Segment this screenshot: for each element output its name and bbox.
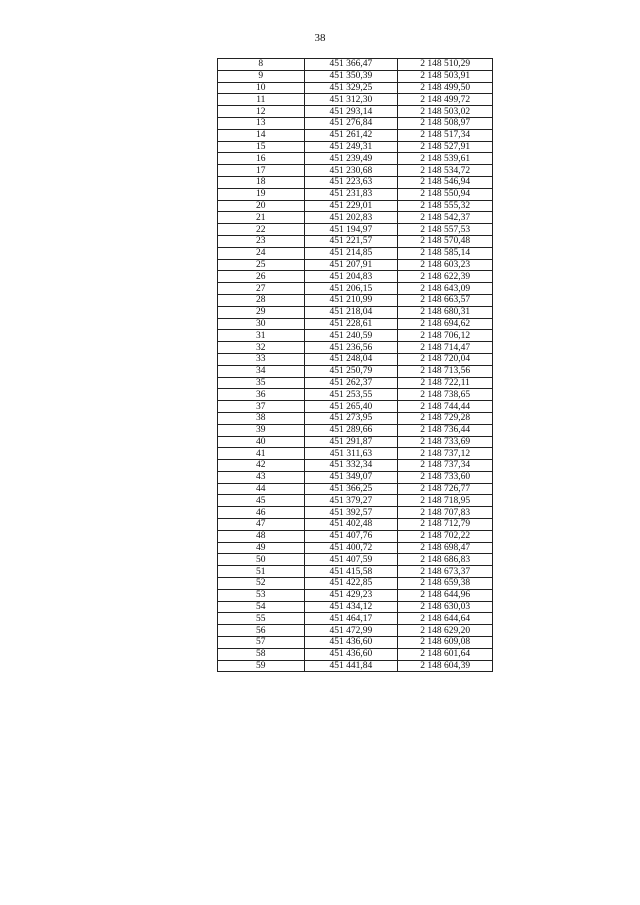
point-number-cell: 31 [218, 330, 305, 342]
x-coordinate-cell: 451 194,97 [304, 224, 398, 236]
point-number-cell: 37 [218, 401, 305, 413]
x-coordinate-cell: 451 291,87 [304, 436, 398, 448]
point-number-cell: 53 [218, 589, 305, 601]
y-coordinate-cell: 2 148 720,04 [398, 353, 493, 365]
table-row [218, 471, 493, 483]
x-coordinate-cell: 451 407,76 [304, 530, 398, 542]
y-coordinate-cell: 2 148 694,62 [398, 318, 493, 330]
x-coordinate-cell: 451 436,60 [304, 648, 398, 660]
point-number-cell: 15 [218, 141, 305, 153]
point-number-cell: 49 [218, 542, 305, 554]
point-number-cell: 12 [218, 106, 305, 118]
table-row [218, 306, 493, 318]
x-coordinate-cell: 451 402,48 [304, 519, 398, 531]
x-coordinate-cell: 451 207,91 [304, 259, 398, 271]
x-coordinate-cell: 451 265,40 [304, 401, 398, 413]
point-number-cell: 8 [218, 59, 305, 71]
y-coordinate-cell: 2 148 622,39 [398, 271, 493, 283]
point-number-cell: 54 [218, 601, 305, 613]
table-row [218, 519, 493, 531]
table-row [218, 460, 493, 472]
point-number-cell: 36 [218, 389, 305, 401]
table-row [218, 212, 493, 224]
coordinates-table [217, 58, 493, 672]
table-row [218, 660, 493, 672]
y-coordinate-cell: 2 148 517,34 [398, 129, 493, 141]
y-coordinate-cell: 2 148 534,72 [398, 165, 493, 177]
point-number-cell: 47 [218, 519, 305, 531]
table-row [218, 141, 493, 153]
point-number-cell: 21 [218, 212, 305, 224]
y-coordinate-cell: 2 148 643,09 [398, 283, 493, 295]
y-coordinate-cell: 2 148 644,96 [398, 589, 493, 601]
y-coordinate-cell: 2 148 714,47 [398, 342, 493, 354]
y-coordinate-cell: 2 148 601,64 [398, 648, 493, 660]
table-row [218, 365, 493, 377]
table-row [218, 200, 493, 212]
table-row [218, 530, 493, 542]
x-coordinate-cell: 451 249,31 [304, 141, 398, 153]
y-coordinate-cell: 2 148 736,44 [398, 424, 493, 436]
point-number-cell: 13 [218, 117, 305, 129]
point-number-cell: 18 [218, 176, 305, 188]
y-coordinate-cell: 2 148 542,37 [398, 212, 493, 224]
x-coordinate-cell: 451 379,27 [304, 495, 398, 507]
point-number-cell: 24 [218, 247, 305, 259]
x-coordinate-cell: 451 332,34 [304, 460, 398, 472]
x-coordinate-cell: 451 350,39 [304, 70, 398, 82]
x-coordinate-cell: 451 239,49 [304, 153, 398, 165]
x-coordinate-cell: 451 429,23 [304, 589, 398, 601]
x-coordinate-cell: 451 228,61 [304, 318, 398, 330]
point-number-cell: 35 [218, 377, 305, 389]
x-coordinate-cell: 451 221,57 [304, 235, 398, 247]
table-row [218, 283, 493, 295]
table-row [218, 330, 493, 342]
point-number-cell: 42 [218, 460, 305, 472]
point-number-cell: 39 [218, 424, 305, 436]
y-coordinate-cell: 2 148 609,08 [398, 637, 493, 649]
y-coordinate-cell: 2 148 629,20 [398, 625, 493, 637]
table-row [218, 318, 493, 330]
x-coordinate-cell: 451 273,95 [304, 412, 398, 424]
table-row [218, 188, 493, 200]
point-number-cell: 16 [218, 153, 305, 165]
y-coordinate-cell: 2 148 555,32 [398, 200, 493, 212]
table-row [218, 377, 493, 389]
y-coordinate-cell: 2 148 744,44 [398, 401, 493, 413]
point-number-cell: 41 [218, 448, 305, 460]
table-row [218, 625, 493, 637]
table-row [218, 566, 493, 578]
point-number-cell: 22 [218, 224, 305, 236]
y-coordinate-cell: 2 148 673,37 [398, 566, 493, 578]
point-number-cell: 52 [218, 578, 305, 590]
x-coordinate-cell: 451 218,04 [304, 306, 398, 318]
x-coordinate-cell: 451 366,47 [304, 59, 398, 71]
y-coordinate-cell: 2 148 722,11 [398, 377, 493, 389]
y-coordinate-cell: 2 148 503,91 [398, 70, 493, 82]
table-row [218, 342, 493, 354]
y-coordinate-cell: 2 148 604,39 [398, 660, 493, 672]
table-row [218, 578, 493, 590]
y-coordinate-cell: 2 148 550,94 [398, 188, 493, 200]
x-coordinate-cell: 451 230,68 [304, 165, 398, 177]
y-coordinate-cell: 2 148 729,28 [398, 412, 493, 424]
table-row [218, 613, 493, 625]
point-number-cell: 10 [218, 82, 305, 94]
x-coordinate-cell: 451 434,12 [304, 601, 398, 613]
x-coordinate-cell: 451 441,84 [304, 660, 398, 672]
x-coordinate-cell: 451 415,58 [304, 566, 398, 578]
y-coordinate-cell: 2 148 499,50 [398, 82, 493, 94]
y-coordinate-cell: 2 148 738,65 [398, 389, 493, 401]
table-row [218, 507, 493, 519]
y-coordinate-cell: 2 148 570,48 [398, 235, 493, 247]
point-number-cell: 40 [218, 436, 305, 448]
point-number-cell: 51 [218, 566, 305, 578]
x-coordinate-cell: 451 436,60 [304, 637, 398, 649]
x-coordinate-cell: 451 276,84 [304, 117, 398, 129]
y-coordinate-cell: 2 148 499,72 [398, 94, 493, 106]
x-coordinate-cell: 451 206,15 [304, 283, 398, 295]
table-row [218, 106, 493, 118]
x-coordinate-cell: 451 464,17 [304, 613, 398, 625]
x-coordinate-cell: 451 250,79 [304, 365, 398, 377]
y-coordinate-cell: 2 148 718,95 [398, 495, 493, 507]
table-row [218, 117, 493, 129]
table-row [218, 129, 493, 141]
y-coordinate-cell: 2 148 733,69 [398, 436, 493, 448]
y-coordinate-cell: 2 148 713,56 [398, 365, 493, 377]
y-coordinate-cell: 2 148 686,83 [398, 554, 493, 566]
x-coordinate-cell: 451 240,59 [304, 330, 398, 342]
table-row [218, 412, 493, 424]
table-row [218, 247, 493, 259]
table-row [218, 59, 493, 71]
y-coordinate-cell: 2 148 508,97 [398, 117, 493, 129]
table-row [218, 82, 493, 94]
table-row [218, 483, 493, 495]
x-coordinate-cell: 451 223,63 [304, 176, 398, 188]
point-number-cell: 30 [218, 318, 305, 330]
point-number-cell: 38 [218, 412, 305, 424]
y-coordinate-cell: 2 148 726,77 [398, 483, 493, 495]
table-row [218, 271, 493, 283]
point-number-cell: 23 [218, 235, 305, 247]
x-coordinate-cell: 451 261,42 [304, 129, 398, 141]
point-number-cell: 20 [218, 200, 305, 212]
x-coordinate-cell: 451 312,30 [304, 94, 398, 106]
point-number-cell: 14 [218, 129, 305, 141]
table-row [218, 224, 493, 236]
table-row [218, 165, 493, 177]
x-coordinate-cell: 451 366,25 [304, 483, 398, 495]
x-coordinate-cell: 451 293,14 [304, 106, 398, 118]
table-row [218, 554, 493, 566]
point-number-cell: 56 [218, 625, 305, 637]
x-coordinate-cell: 451 262,37 [304, 377, 398, 389]
x-coordinate-cell: 451 349,07 [304, 471, 398, 483]
y-coordinate-cell: 2 148 680,31 [398, 306, 493, 318]
y-coordinate-cell: 2 148 702,22 [398, 530, 493, 542]
x-coordinate-cell: 451 236,56 [304, 342, 398, 354]
y-coordinate-cell: 2 148 603,23 [398, 259, 493, 271]
y-coordinate-cell: 2 148 733,60 [398, 471, 493, 483]
table-row [218, 542, 493, 554]
table-row [218, 294, 493, 306]
table-row [218, 648, 493, 660]
point-number-cell: 59 [218, 660, 305, 672]
x-coordinate-cell: 451 329,25 [304, 82, 398, 94]
table-row [218, 401, 493, 413]
point-number-cell: 55 [218, 613, 305, 625]
y-coordinate-cell: 2 148 698,47 [398, 542, 493, 554]
y-coordinate-cell: 2 148 707,83 [398, 507, 493, 519]
x-coordinate-cell: 451 289,66 [304, 424, 398, 436]
x-coordinate-cell: 451 229,01 [304, 200, 398, 212]
point-number-cell: 33 [218, 353, 305, 365]
point-number-cell: 27 [218, 283, 305, 295]
table-row [218, 235, 493, 247]
y-coordinate-cell: 2 148 527,91 [398, 141, 493, 153]
point-number-cell: 43 [218, 471, 305, 483]
table-row [218, 436, 493, 448]
x-coordinate-cell: 451 407,59 [304, 554, 398, 566]
point-number-cell: 50 [218, 554, 305, 566]
x-coordinate-cell: 451 204,83 [304, 271, 398, 283]
point-number-cell: 19 [218, 188, 305, 200]
y-coordinate-cell: 2 148 706,12 [398, 330, 493, 342]
table-row [218, 601, 493, 613]
x-coordinate-cell: 451 422,85 [304, 578, 398, 590]
point-number-cell: 25 [218, 259, 305, 271]
y-coordinate-cell: 2 148 557,53 [398, 224, 493, 236]
y-coordinate-cell: 2 148 737,12 [398, 448, 493, 460]
y-coordinate-cell: 2 148 503,02 [398, 106, 493, 118]
point-number-cell: 45 [218, 495, 305, 507]
point-number-cell: 17 [218, 165, 305, 177]
x-coordinate-cell: 451 210,99 [304, 294, 398, 306]
y-coordinate-cell: 2 148 659,38 [398, 578, 493, 590]
coordinates-table-body [218, 59, 493, 672]
y-coordinate-cell: 2 148 644,64 [398, 613, 493, 625]
point-number-cell: 26 [218, 271, 305, 283]
point-number-cell: 48 [218, 530, 305, 542]
table-row [218, 448, 493, 460]
y-coordinate-cell: 2 148 585,14 [398, 247, 493, 259]
x-coordinate-cell: 451 202,83 [304, 212, 398, 224]
table-row [218, 153, 493, 165]
point-number-cell: 28 [218, 294, 305, 306]
x-coordinate-cell: 451 472,99 [304, 625, 398, 637]
point-number-cell: 9 [218, 70, 305, 82]
x-coordinate-cell: 451 311,63 [304, 448, 398, 460]
point-number-cell: 58 [218, 648, 305, 660]
table-row [218, 70, 493, 82]
point-number-cell: 44 [218, 483, 305, 495]
y-coordinate-cell: 2 148 712,79 [398, 519, 493, 531]
table-row [218, 637, 493, 649]
y-coordinate-cell: 2 148 546,94 [398, 176, 493, 188]
point-number-cell: 32 [218, 342, 305, 354]
point-number-cell: 29 [218, 306, 305, 318]
x-coordinate-cell: 451 231,83 [304, 188, 398, 200]
x-coordinate-cell: 451 400,72 [304, 542, 398, 554]
table-row [218, 389, 493, 401]
y-coordinate-cell: 2 148 510,29 [398, 59, 493, 71]
y-coordinate-cell: 2 148 539,61 [398, 153, 493, 165]
table-row [218, 495, 493, 507]
page-number: 38 [314, 32, 326, 44]
x-coordinate-cell: 451 214,85 [304, 247, 398, 259]
y-coordinate-cell: 2 148 737,34 [398, 460, 493, 472]
table-row [218, 424, 493, 436]
table-row [218, 353, 493, 365]
y-coordinate-cell: 2 148 630,03 [398, 601, 493, 613]
table-row [218, 589, 493, 601]
y-coordinate-cell: 2 148 663,57 [398, 294, 493, 306]
table-row [218, 259, 493, 271]
x-coordinate-cell: 451 253,55 [304, 389, 398, 401]
table-row [218, 176, 493, 188]
point-number-cell: 11 [218, 94, 305, 106]
point-number-cell: 46 [218, 507, 305, 519]
table-row [218, 94, 493, 106]
x-coordinate-cell: 451 248,04 [304, 353, 398, 365]
point-number-cell: 57 [218, 637, 305, 649]
point-number-cell: 34 [218, 365, 305, 377]
x-coordinate-cell: 451 392,57 [304, 507, 398, 519]
